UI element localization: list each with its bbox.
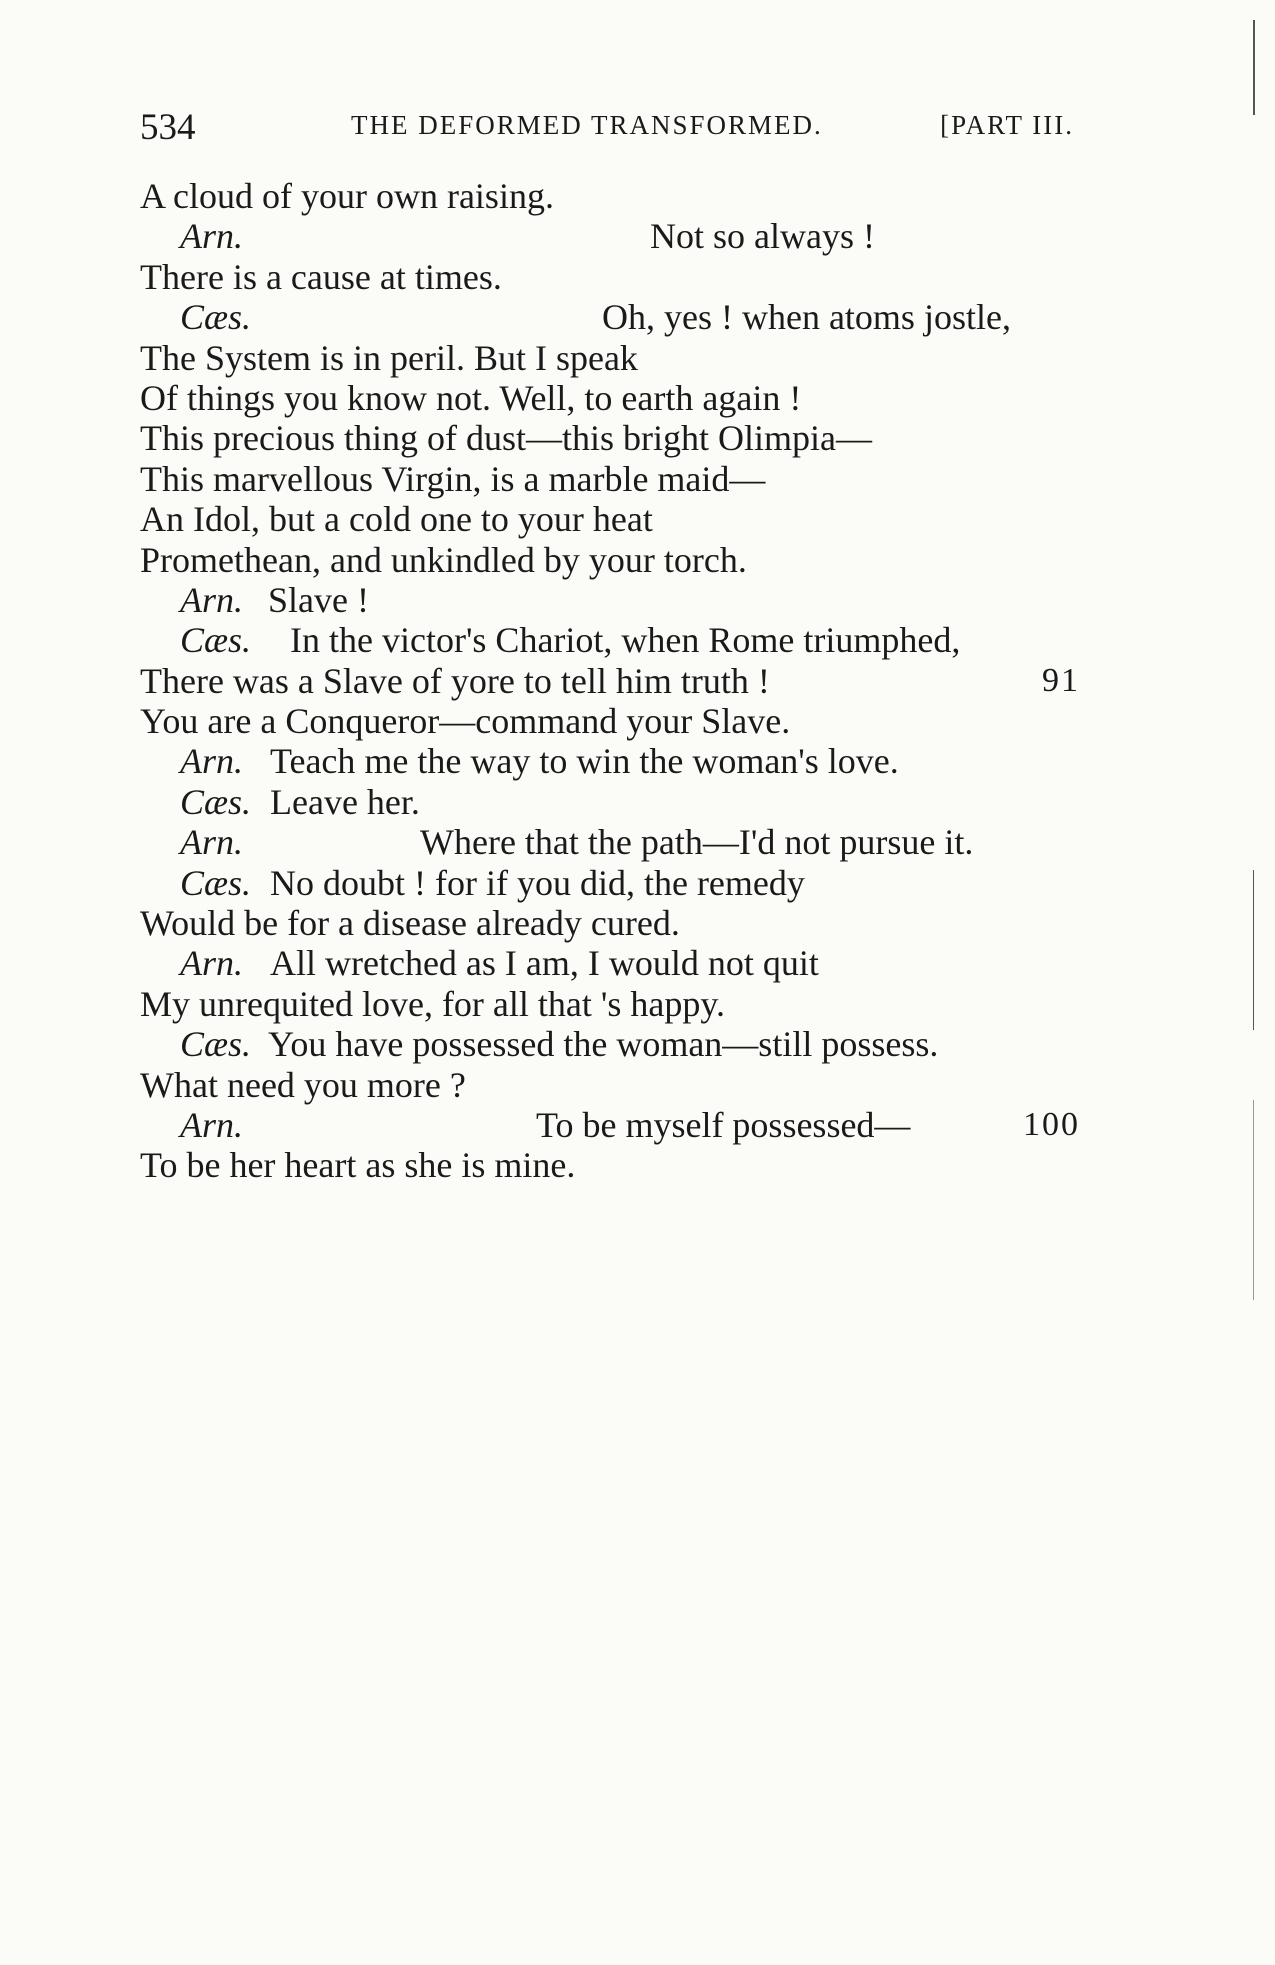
verse-text-segment: To be her heart as she is mine.	[140, 1145, 576, 1186]
verse-line	[140, 378, 1080, 418]
verse-line	[140, 257, 1080, 297]
verse-line	[140, 338, 1080, 378]
verse-text-segment: Would be for a disease already cured.	[140, 903, 680, 944]
verse-text-segment: Teach me the way to win the woman's love.	[270, 741, 899, 782]
running-title: THE DEFORMED TRANSFORMED.	[351, 110, 823, 140]
verse-text-segment: This precious thing of dust—this bright Olimpia—	[140, 418, 872, 459]
part-label: [PART III.	[940, 110, 1074, 140]
verse-line	[140, 822, 1080, 862]
verse-text-segment: Slave !	[268, 579, 369, 620]
scan-margin-marks	[1225, 0, 1265, 1965]
verse-text-segment: Leave her.	[270, 781, 420, 822]
verse-text-segment: Of things you know not. Well, to earth again !	[140, 377, 802, 418]
verse-text-segment: Promethean, and unkindled by your torch.	[140, 539, 747, 580]
verse-line	[140, 540, 1080, 580]
speaker-name: Arn.	[180, 943, 243, 984]
speaker-name: Cæs.	[180, 297, 252, 338]
verse-text-segment: There was a Slave of yore to tell him truth !	[140, 660, 770, 701]
verse-line	[140, 1105, 1080, 1145]
verse-line	[140, 499, 1080, 539]
verse-line	[140, 580, 1080, 620]
verse-text-segment: Where that the path—I'd not pursue it.	[420, 822, 974, 863]
speaker-name: Cæs.	[180, 862, 252, 903]
speaker-name: Arn.	[180, 579, 243, 620]
verse-line	[140, 459, 1080, 499]
verse-line	[140, 984, 1080, 1024]
speaker-name: Arn.	[180, 741, 243, 782]
speaker-name: Arn.	[180, 1104, 243, 1145]
verse-line	[140, 943, 1080, 983]
speaker-name: Cæs.	[180, 620, 252, 661]
verse-text-segment: No doubt ! for if you did, the remedy	[270, 862, 805, 903]
speaker-name: Cæs.	[180, 781, 252, 822]
verse-line	[140, 782, 1080, 822]
line-number: 100	[1023, 1105, 1080, 1143]
verse-text-segment: In the victor's Chariot, when Rome triumphed,	[290, 620, 961, 661]
verse-text-segment: What need you more ?	[140, 1064, 466, 1105]
verse-text-segment: You have possessed the woman—still possess.	[268, 1024, 939, 1065]
verse-line	[140, 1145, 1080, 1185]
verse-text-segment: To be myself possessed—	[536, 1104, 911, 1145]
verse-text-segment: There is a cause at times.	[140, 256, 502, 297]
verse-line	[140, 1024, 1080, 1064]
verse-text-segment: My unrequited love, for all that 's happy.	[140, 983, 726, 1024]
speaker-name: Arn.	[180, 216, 243, 257]
verse-line	[140, 661, 1080, 701]
page-header	[138, 100, 1074, 152]
verse-line	[140, 418, 1080, 458]
verse-line	[140, 216, 1080, 256]
verse-text-segment: This marvellous Virgin, is a marble maid—	[140, 458, 766, 499]
verse-text-segment: You are a Conqueror—command your Slave.	[140, 701, 791, 742]
verse-line	[140, 741, 1080, 781]
verse-line	[140, 1065, 1080, 1105]
speaker-name: Cæs.	[180, 1024, 252, 1065]
verse-text-segment: Oh, yes ! when atoms jostle,	[602, 297, 1011, 338]
verse-text-segment: The System is in peril. But I speak	[140, 337, 638, 378]
verse-line	[140, 176, 1080, 216]
verse-line	[140, 701, 1080, 741]
verse-text-segment: All wretched as I am, I would not quit	[270, 943, 819, 984]
verse-text-segment: Not so always !	[650, 216, 875, 257]
verse-line	[140, 863, 1080, 903]
verse-text-segment: An Idol, but a cold one to your heat	[140, 499, 653, 540]
verse-text	[140, 176, 1080, 1186]
line-number: 91	[1042, 661, 1080, 699]
verse-line	[140, 297, 1080, 337]
verse-text-segment: A cloud of your own raising.	[140, 176, 554, 216]
speaker-name: Arn.	[180, 822, 243, 863]
page-number: 534	[140, 107, 196, 148]
verse-line	[140, 620, 1080, 660]
verse-line	[140, 903, 1080, 943]
